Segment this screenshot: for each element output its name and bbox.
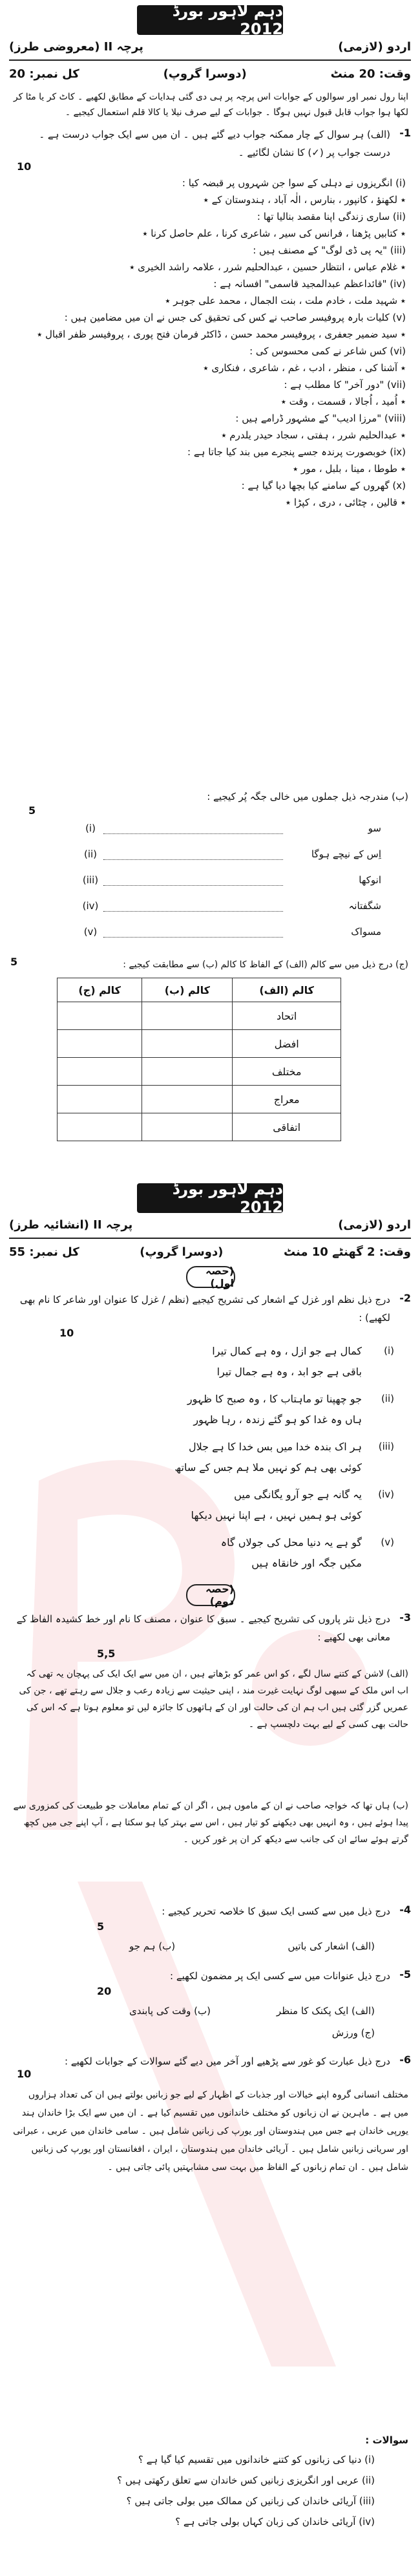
q4-text: درج ذیل میں سے کسی ایک سبق کا خلاصہ تحریر کیجیے :	[162, 1905, 390, 1917]
q3-text: درج ذیل نثر پاروں کی تشریح کیجیے ۔ سبق کا عنوان ، مصنف کا نام اور خط کشیدہ الفاظ کے معانی بھی لکھیے :	[16, 1613, 390, 1643]
answer-cell[interactable]	[142, 1086, 233, 1113]
mcq-item: (iv) "قائداعظم عبدالمجید قاسمی" افسانہ ہے : ٭ شہید ملت ، خادم ملت ، بنت الجمال ، محمد علی جوہر ٭	[165, 278, 406, 306]
table-row: اتفاقی	[58, 1113, 341, 1141]
part2-header-row	[9, 1218, 411, 1232]
q6-text: درج ذیل عبارت کو غور سے پڑھیے اور آخر میں دیے گئے سوالات کے جوابات لکھیے :	[64, 2055, 390, 2067]
part1-time: وقت: 20 منٹ	[330, 67, 411, 81]
q3-passage-b: (ب) ہاں تھا کہ خواجہ صاحب نے ان کے ماموں ہیں ، اگر ان کے تمام معاملات جو طبیعت کی کمزوری سے پیدا ہوئے ہیں ، وہ انہیں بھی دیکھنے کو تیار ہیں ، اس سے بہتر کیا ہو سکتا ہے ، آپ اپنے جی میں کچھ گرتے ہوئے سائے ان کی جانب سے دیکھ کر ان پر غور کریں ۔	[13, 1801, 408, 1845]
q4-options: (الف) اشعار کی باتیں (ب) ہم جو	[129, 1940, 375, 1952]
answer-cell[interactable]	[142, 1002, 233, 1030]
mcq-item: (x) گھروں کے سامنے کیا بچھا دیا گیا ہے : ٭ قالین ، چٹائی ، دری ، کپڑا ٭	[241, 480, 406, 508]
q5-marks: 20	[97, 1985, 112, 1997]
q3-passage-a: (الف) لاشن کے کتنے سال لگے ، کو اس عمر کو بڑھاتے ہیں ، ان میں سے ایک ایک کی پہچان یہ تھی کہ اب اس ملک کے سبھی لوگ نہایت غیرت مند ، اپنی حیثیت سے زیادہ رعب و جلال سے رہتے تھے ، جن کی عمریں گزر گئی ہیں اب ہم ان کی حالت اور ان کے ہاتھوں کا جائزہ لیں تو معلوم ہوتا ہے کہ اس کی حالت بھی کسی کے لیے بہت دلچسپ ہے ۔	[19, 1669, 408, 1730]
q1b-marks: 5	[28, 804, 36, 817]
table-header-row: کالم (الف) کالم (ب) کالم (ج)	[58, 978, 341, 1002]
q1-marks: 10	[17, 160, 32, 173]
part2-time: وقت: 2 گھنٹے 10 منٹ	[283, 1245, 411, 1259]
verse-line: جو چھپنا تو ماہتاب کا ، وہ صبح کا ظہور	[187, 1393, 362, 1405]
mcq-item: (vi) کس شاعر نے کمی محسوس کی : ٭ آشنا کی ، منظر ، ادب ، غم ، شاعری ، فنکاری ٭	[203, 345, 406, 374]
q3-marks: 5,5	[97, 1648, 116, 1660]
part2-subject: اردو (لازمی)	[338, 1218, 411, 1232]
q6-passage: مختلف انسانی گروہ اپنے خیالات اور جذبات کے اظہار کے لیے جو زبانیں بولتے ہیں ان کی تعداد ہزاروں میں ہے ۔ ماہرین نے ان زبانوں کو مختلف خاندانوں میں تقسیم کیا ہے ۔ ان میں سے ایک بڑا خاندان ہند یورپی خاندان ہے جس میں ہندوستان اور یورپ کی زبانیں شامل ہیں ۔ سامی خاندان میں عربی ، عبرانی اور سریانی زبانیں شامل ہیں ۔ آریائی خاندان میں ہندوستان ، ایران ، افغانستان اور یورپ کی زبانیں شامل ہیں ۔ ان تمام زبانوں کے الفاظ میں بہت سی مشابہتیں پائی جاتی ہیں ۔	[13, 2090, 408, 2173]
mcq-list	[19, 175, 406, 511]
q2-marks: 10	[59, 1327, 74, 1339]
table-row: افضل	[58, 1030, 341, 1058]
part1-header-row	[9, 40, 411, 54]
part2-group: (دوسرا گروپ)	[140, 1245, 224, 1259]
part2-total: کل نمبر: 55	[9, 1245, 79, 1259]
q6-questions-title: سوالات :	[365, 2434, 408, 2446]
mcq-item: (ix) خوبصورت پرندہ جسے پنجرے میں بند کیا جاتا ہے : ٭ طوطا ، مینا ، بلبل ، مور ٭	[187, 446, 406, 475]
q4-number: -4	[399, 1904, 411, 1916]
verse-line: ہر اک بندہ خدا میں بس خدا کا ہے جلال	[189, 1441, 362, 1453]
verse-line: باقی ہے جو ابد ، وہ ہے جمال تیرا	[216, 1366, 362, 1378]
mcq-item: (vii) "دور آخر" کا مطلب ہے : ٭ اُمید ، اُجالا ، قسمت ، وقت ٭	[280, 379, 406, 407]
q3-number: -3	[399, 1611, 411, 1624]
verse-line: ہاں وہ غدا کو ہو گئے زندہ ، رہا ظہور	[193, 1413, 362, 1426]
fill-blank-row: انوکھا (iii)	[82, 874, 381, 886]
part1-banner: دہم لاہور بورڈ 2012	[137, 5, 283, 35]
answer-cell[interactable]	[142, 1113, 233, 1141]
fill-blank-row: مسواک (v)	[83, 926, 381, 938]
table-row: اتحاد	[58, 1002, 341, 1030]
q2-number: -2	[399, 1292, 411, 1304]
verse-line: کوئی بھی ہم کو نہیں ملا ہم جس کے ساتھ	[174, 1461, 362, 1474]
q1b-title: (ب) مندرجہ ذیل جملوں میں خالی جگہ پُر کیجیے :	[207, 791, 408, 802]
divider	[9, 1238, 411, 1239]
answer-cell[interactable]	[58, 1030, 142, 1058]
part2-meta-row	[9, 1245, 411, 1259]
q6-question: (iii) آریائی خاندان کی زبانیں کن ممالک میں بولی جاتی ہیں ؟	[126, 2495, 375, 2507]
q6-question: (i) دنیا کی زبانوں کو کتنے خاندانوں میں تقسیم کیا گیا ہے ؟	[138, 2454, 375, 2465]
table-row: معراج	[58, 1086, 341, 1113]
matching-table	[57, 978, 341, 1141]
answer-blank[interactable]	[103, 823, 283, 834]
answer-cell[interactable]	[58, 1002, 142, 1030]
mcq-item: (viii) "مرزا ادیب" کے مشہور ڈرامے ہیں : ٭ عبدالحلیم شرر ، ہفتی ، سجاد حیدر یلدرم ٭	[221, 413, 406, 441]
verse-line: مکیں جگہ اور خانقاہ ہیں	[251, 1557, 362, 1569]
q1-title: (الف) ہر سوال کے چار ممکنہ جواب دیے گئے ہیں ۔ ان میں سے ایک جواب درست ہے ۔ درست جواب پر (✓) کا نشان لگائیے ۔	[39, 129, 390, 158]
verse-line: کمال ہے جو ازل ، وہ ہے کمال تیرا	[212, 1345, 362, 1357]
verse-line: یہ گانہ ہے جو آرو یگانگی میں	[234, 1488, 362, 1501]
q6-question: (ii) عربی اور انگریزی زبانیں کس خاندان سے تعلق رکھتی ہیں ؟	[117, 2474, 375, 2486]
q5-option-c: (ج) ورزش	[331, 2027, 375, 2039]
answer-cell[interactable]	[142, 1030, 233, 1058]
part1-total: کل نمبر: 20	[9, 67, 79, 81]
q6-question: (iv) آریائی خاندان کی زبان کہاں بولی جاتی ہے ؟	[175, 2516, 375, 2528]
table-row: مختلف	[58, 1058, 341, 1086]
q1c-title: (ج) درج ذیل میں سے کالم (الف) کے الفاظ کا کالم (ب) سے مطابقت کیجیے :	[123, 960, 408, 970]
q5-options: (الف) ایک پکنک کا منظر (ب) وقت کی پابندی	[129, 2005, 375, 2017]
fill-blank-row: سو (i)	[85, 822, 381, 834]
mcq-item: (iii) "یہ پی ڈی لوگ" کے مصنف ہیں : ٭ غلام عباس ، انتظار حسین ، عبدالحلیم شرر ، علامہ راشد الخیری ٭	[129, 244, 406, 273]
section-heading: (حصہ دوم)	[186, 1584, 235, 1606]
q5-text: درج ذیل عنوانات میں سے کسی ایک پر مضمون لکھیے :	[170, 1970, 390, 1982]
answer-blank[interactable]	[103, 927, 283, 938]
fill-blank-row: اِس کے نیچے ہوگا (ii)	[83, 848, 381, 860]
part1-meta-row	[9, 67, 411, 81]
mcq-item: (ii) ساری زندگی اپنا مقصد بنالیا تھا : ٭ کتابیں پڑھنا ، فرانس کی سیر ، شاعری کرنا ، علم حاصل کرنا ٭	[142, 211, 406, 239]
q6-number: -6	[399, 2054, 411, 2066]
answer-blank[interactable]	[103, 849, 283, 860]
divider	[9, 59, 411, 61]
part1-instructions: اپنا رول نمبر اور سوالوں کے جوابات اس پرچہ پر ہی دی گئی ہدایات کے مطابق لکھیے ۔ کاٹ کر یا مٹا کر لکھا ہوا جواب قابل قبول نہیں ہوگا ۔ جوابات کے لیے صرف نیلا یا کالا قلم استعمال کیجیے ۔	[13, 92, 408, 118]
part1-subject: اردو (لازمی)	[338, 40, 411, 54]
verse-line: کوئی ہو ہمیں نہیں ، ہے اپنا نہیں دیکھا	[191, 1509, 362, 1521]
q5-number: -5	[399, 1968, 411, 1980]
part2-banner: دہم لاہور بورڈ 2012	[137, 1183, 283, 1213]
answer-cell[interactable]	[142, 1058, 233, 1086]
answer-cell[interactable]	[58, 1058, 142, 1086]
part1-group: (دوسرا گروپ)	[163, 67, 247, 81]
answer-blank[interactable]	[103, 901, 283, 912]
mcq-item: (i) انگریزوں نے دہلی کے سوا جن شہروں پر قبضہ کیا : ٭ لکھنؤ ، کانپور ، بنارس ، الٰہ آباد ، ہندوستان کے ٭	[182, 177, 406, 206]
answer-cell[interactable]	[58, 1086, 142, 1113]
q1-number: -1	[399, 127, 411, 139]
answer-cell[interactable]	[58, 1113, 142, 1141]
fill-blank-row: شگفتانہ (iv)	[82, 900, 381, 912]
part2-paper: پرچہ II (انشائیہ طرز)	[9, 1218, 133, 1232]
part1-paper: پرچہ II (معروضی طرز)	[9, 40, 143, 54]
q4-marks: 5	[97, 1920, 105, 1933]
q2-text: درج ذیل نظم اور غزل کے اشعار کی تشریح کیجیے (نظم / غزل کا عنوان اور شاعر کا نام بھی لکھیے) :	[19, 1294, 390, 1324]
verse-line: گو ہے یہ دنیا محل کی جولاں گاہ	[220, 1536, 362, 1549]
q1c-marks: 5	[10, 956, 18, 968]
q6-marks: 10	[17, 2068, 32, 2080]
section-heading: (حصہ اول)	[186, 1266, 235, 1288]
answer-blank[interactable]	[103, 875, 283, 886]
mcq-item: (v) کلیات بارہ پروفیسر صاحب نے کس کی تحقیق کی جس نے ان میں مضامین ہیں : ٭ سید ضمیر جعفری ، پروفیسر محمد حسن ، ڈاکٹر فرمان فتح پوری ، پروفیسر ظفر اقبال ٭	[37, 312, 406, 340]
